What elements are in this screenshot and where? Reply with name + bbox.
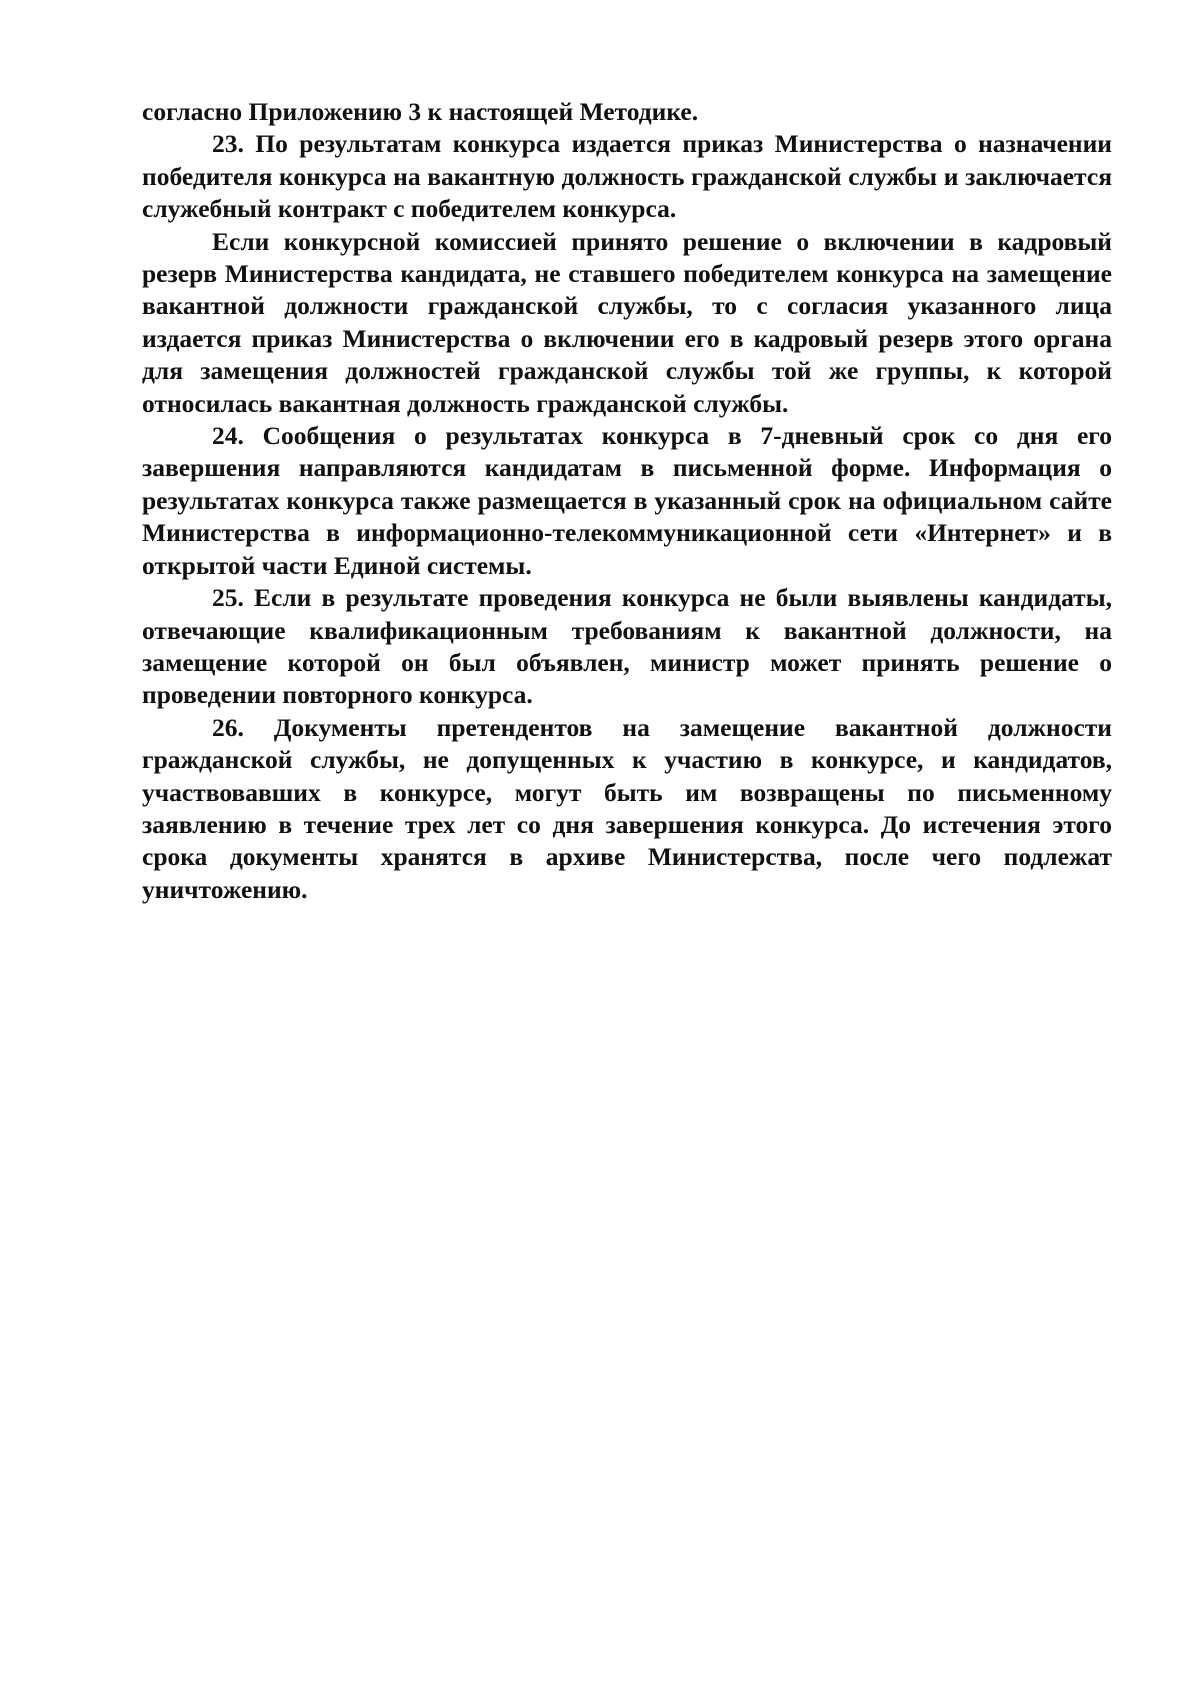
paragraph-continuation: согласно Приложению 3 к настоящей Методике. <box>142 97 699 126</box>
paragraph-item-24: 24. Сообщения о результатах конкурса в 7-дневный срок со дня его завершения направляются кандидатам в письменной форме. Информация о результатах конкурса также размещается в указанный срок на официальном сайте Министерства в информационно-телекоммуникационной сети «Интернет» и в открытой части Единой системы. <box>142 421 1112 580</box>
paragraph-reserve: Если конкурсной комиссией принято решение о включении в кадровый резерв Министерства кандидата, не ставшего победителем конкурса на замещение вакантной должности гражданской службы, то с согласия указанного лица издается приказ Министерства о включении его в кадровый резерв этого органа для замещения должностей гражданской службы той же группы, к которой относилась вакантная должность гражданской службы. <box>142 226 1112 418</box>
paragraph-item-25: 25. Если в результате проведения конкурса не были выявлены кандидаты, отвечающие квалификационным требованиям к вакантной должности, на замещение которой он был объявлен, министр может принять решение о проведении повторного конкурса. <box>142 583 1112 710</box>
paragraph-item-23: 23. По результатам конкурса издается приказ Министерства о назначении победителя конкурса на вакантную должность гражданской службы и заключается служебный контракт с победителем конкурса. <box>142 129 1112 224</box>
document-page <box>142 96 1112 906</box>
paragraph-item-26: 26. Документы претендентов на замещение вакантной должности гражданской службы, не допущенных к участию в конкурсе, и кандидатов, участвовавших в конкурсе, могут быть им возвращены по письменному заявлению в течение трех лет со дня завершения конкурса. До истечения этого срока документы хранятся в архиве Министерства, после чего подлежат уничтожению. <box>142 712 1112 904</box>
